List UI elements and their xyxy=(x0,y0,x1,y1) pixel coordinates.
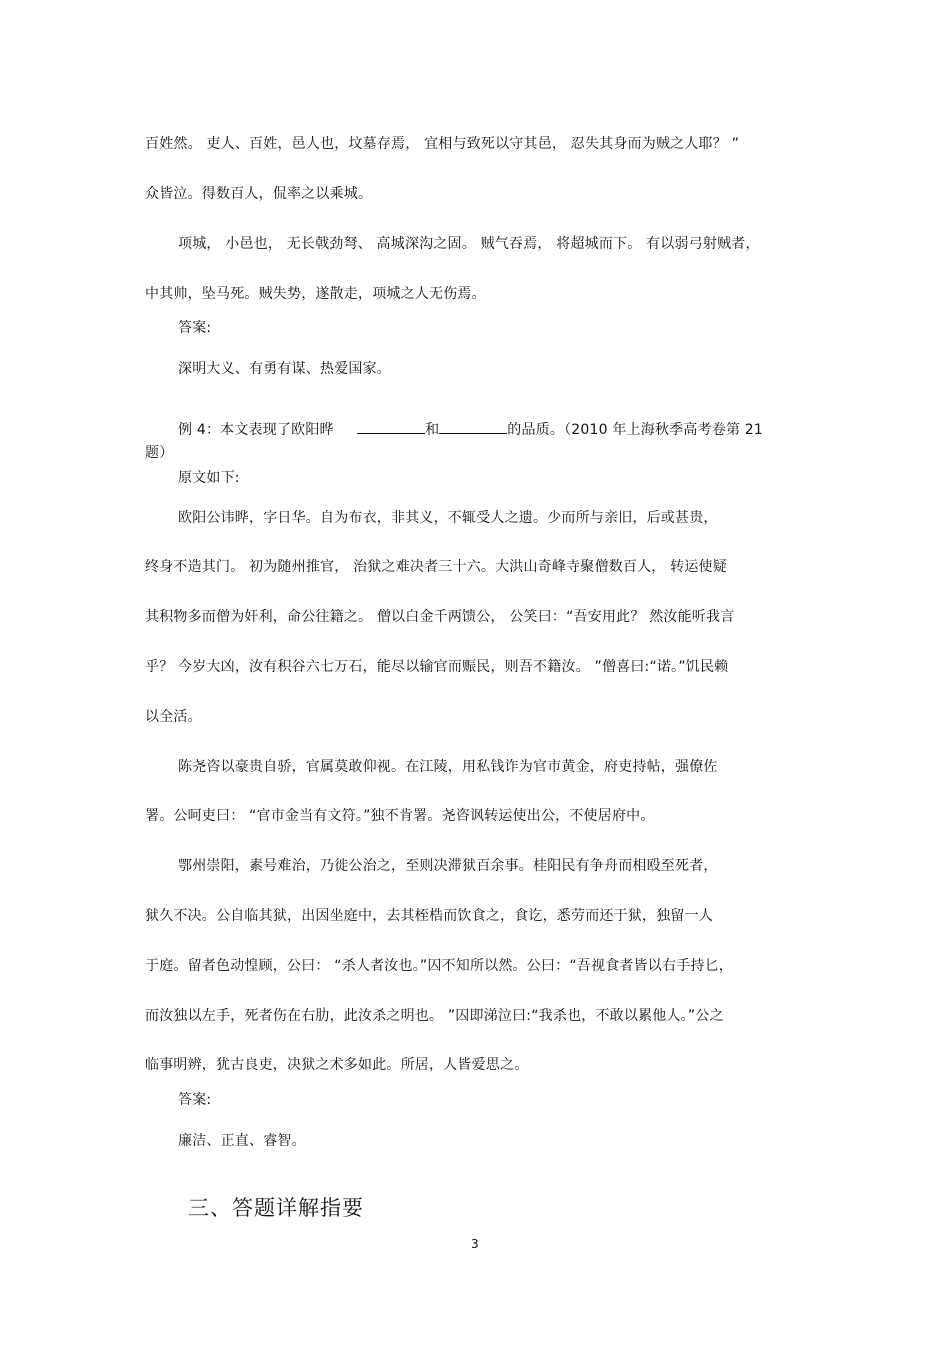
passage-line: 而汝独以左手，死者伤在右肋，此汝杀之明也。 ”囚即涕泣曰:“我杀也，不敢以累他人。”公之 xyxy=(145,1008,724,1024)
passage-line: 其积物多而僧为奸利，命公往籍之。 僧以白金千两馈公， 公笑曰：“吾安用此？ 然汝能听我言 xyxy=(145,609,735,625)
passage-line: 中其帅，坠马死。贼失势，遂散走，项城之人无伤焉。 xyxy=(145,286,486,302)
passage-line: 署。公呵吏曰： “官市金当有文符。”独不肯署。尧咨讽转运使出公，不使居府中。 xyxy=(145,808,655,824)
source-label: 原文如下: xyxy=(178,470,240,486)
answer-label: 答案: xyxy=(178,1092,212,1108)
example-question-middle: 和 xyxy=(425,422,440,438)
passage-line: 陈尧咨以豪贵自骄，官属莫敢仰视。在江陵，用私钱诈为官市黄金，府吏持帖，强僚佐 xyxy=(178,759,718,775)
example-question-after: 的品质。（2010 年上海秋季高考卷第 21 xyxy=(507,422,764,438)
passage-line: 欧阳公讳晔，字日华。自为布衣，非其义，不辄受人之遗。少而所与亲旧，后或甚贵， xyxy=(178,510,718,526)
passage-line: 狱久不决。公自临其狱，出因坐庭中，去其桎梏而饮食之，食讫，悉劳而还于狱，独留一人 xyxy=(145,908,713,924)
passage-line: 以全活。 xyxy=(145,709,202,725)
passage-line: 于庭。留者色动惶顾，公曰： “杀人者汝也。”囚不知所以然。公曰：“吾视食者皆以右手持匕， xyxy=(145,958,734,974)
answer-text: 深明大义、有勇有谋、热爱国家。 xyxy=(178,361,391,377)
example-question xyxy=(178,419,763,440)
section-heading: 三、答题详解指要 xyxy=(188,1196,364,1220)
answer-text: 廉洁、正直、睿智。 xyxy=(178,1133,306,1149)
passage-line: 终身不造其门。 初为随州推官， 治狱之难决者三十六。大洪山奇峰寺聚僧数百人， 转运使疑 xyxy=(145,559,727,575)
answer-blank xyxy=(357,419,425,434)
page-number: 3 xyxy=(471,1237,479,1251)
passage-line: 项城， 小邑也， 无长戟劲弩、 高城深沟之固。 贼气吞焉， 将超城而下。 有以弱弓射贼者， xyxy=(178,236,760,252)
passage-line: 乎？ 今岁大凶，汝有积谷六七万石，能尽以输官而赈民，则吾不籍汝。 ”僧喜曰:“诺。”饥民赖 xyxy=(145,659,729,675)
example-question-wrap: 题） xyxy=(145,445,174,461)
answer-blank xyxy=(439,419,507,434)
passage-line: 百姓然。 吏人、百姓，邑人也，坟墓存焉， 宜相与致死以守其邑， 忍失其身而为贼之人耶？ ” xyxy=(145,136,740,152)
passage-line: 临事明辨，犹古良吏，决狱之术多如此。所居，人皆爱思之。 xyxy=(145,1057,529,1073)
passage-line: 众皆泣。得数百人，侃率之以乘城。 xyxy=(145,186,373,202)
passage-line: 鄂州崇阳，素号难治，乃徙公治之，至则决滞狱百余事。桂阳民有争舟而相殴至死者， xyxy=(178,858,718,874)
example-question-before: 例 4：本文表现了欧阳晔 xyxy=(178,422,334,438)
answer-label: 答案: xyxy=(178,320,212,336)
